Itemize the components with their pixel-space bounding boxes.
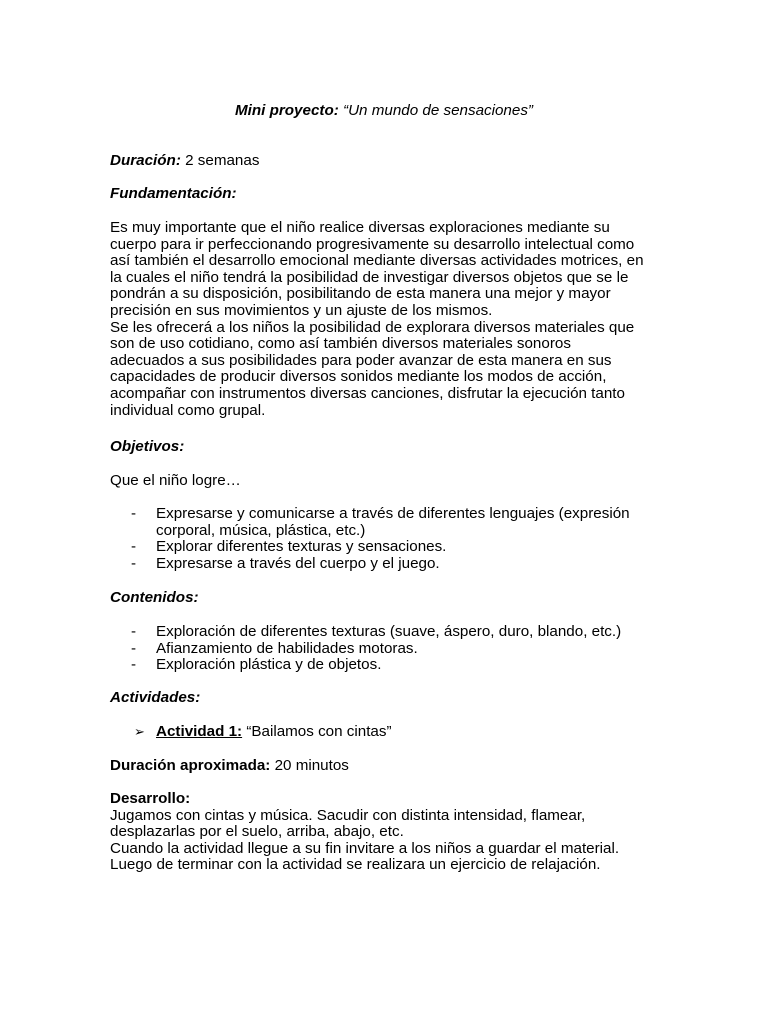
fundamentacion-line: individual como grupal. bbox=[110, 401, 266, 419]
fundamentacion-line: adecuados a sus posibilidades para poder avanzar de esta manera en sus bbox=[110, 351, 612, 369]
list-item bbox=[110, 506, 670, 539]
fundamentacion-line: cuerpo para ir perfeccionando progresivamente su desarrollo intelectual como bbox=[110, 235, 635, 253]
objetivo-text: Explorar diferentes texturas y sensaciones. bbox=[156, 538, 447, 556]
actividad-label: Actividad 1: bbox=[156, 723, 243, 740]
fundamentacion-line: son de uso cotidiano, como así también diversos materiales sonoros bbox=[110, 335, 571, 353]
duracion-aprox-label: Duración aproximada: bbox=[110, 757, 271, 774]
duracion-value: 2 semanas bbox=[185, 152, 260, 169]
desarrollo-line: Luego de terminar con la actividad se realizara un ejercicio de relajación. bbox=[110, 856, 601, 874]
fundamentacion-line: la cuales el niño tendrá la posibilidad de investigar diversos objetos que se le bbox=[110, 268, 629, 286]
objetivos-heading: Objetivos: bbox=[110, 438, 185, 455]
fundamentacion-body bbox=[110, 220, 680, 419]
list-item bbox=[110, 539, 670, 556]
document-title bbox=[0, 103, 768, 120]
dash-bullet: - bbox=[131, 656, 137, 674]
dash-bullet: - bbox=[131, 623, 137, 640]
actividad-item bbox=[110, 724, 716, 741]
desarrollo-line: Cuando la actividad llegue a su fin invitare a los niños a guardar el material. bbox=[110, 839, 620, 857]
fundamentacion-heading: Fundamentación: bbox=[110, 185, 237, 202]
objetivos-list bbox=[110, 506, 670, 572]
dash-bullet: - bbox=[131, 554, 137, 572]
objetivos-intro: Que el niño logre… bbox=[110, 472, 241, 489]
fundamentacion-line: precisión en sus movimientos y un ajuste de los mismos. bbox=[110, 301, 493, 319]
fundamentacion-line: Es muy importante que el niño realice diversas exploraciones mediante su bbox=[110, 219, 610, 236]
list-item bbox=[110, 641, 670, 658]
fundamentacion-line: Se les ofrecerá a los niños la posibilidad de explorara diversos materiales que bbox=[110, 318, 635, 336]
title-label: Mini proyecto: bbox=[235, 102, 339, 119]
list-item bbox=[110, 624, 670, 641]
list-item bbox=[110, 556, 670, 573]
duracion-aprox-value: 20 minutos bbox=[274, 757, 349, 774]
dash-bullet: - bbox=[131, 639, 137, 657]
desarrollo-heading: Desarrollo: bbox=[110, 790, 191, 807]
dash-bullet: - bbox=[131, 505, 137, 522]
desarrollo-section bbox=[110, 791, 680, 874]
contenido-text: Afianzamiento de habilidades motoras. bbox=[156, 639, 418, 657]
desarrollo-line: Jugamos con cintas y música. Sacudir con distinta intensidad, flamear, bbox=[110, 806, 586, 824]
arrow-bullet-icon: ➢ bbox=[134, 724, 145, 739]
fundamentacion-line: pondrán a su disposición, posibilitando de esta manera una mejor y mayor bbox=[110, 285, 611, 303]
duracion-label: Duración: bbox=[110, 152, 181, 169]
objetivo-text: Expresarse y comunicarse a través de diferentes lenguajes (expresión bbox=[156, 505, 630, 522]
list-item bbox=[110, 657, 670, 674]
dash-bullet: - bbox=[131, 538, 137, 556]
contenidos-list bbox=[110, 624, 670, 674]
duracion-aprox-line bbox=[110, 758, 670, 775]
actividades-heading: Actividades: bbox=[110, 689, 201, 706]
title-text: “Un mundo de sensaciones” bbox=[343, 102, 533, 119]
contenido-text: Exploración plástica y de objetos. bbox=[156, 656, 382, 674]
objetivo-text: Expresarse a través del cuerpo y el juego. bbox=[156, 554, 440, 572]
fundamentacion-line: capacidades de producir diversos sonidos mediante los modos de acción, bbox=[110, 368, 607, 386]
contenidos-heading: Contenidos: bbox=[110, 589, 199, 606]
duracion-line bbox=[110, 153, 670, 170]
desarrollo-line: desplazarlas por el suelo, arriba, abajo, etc. bbox=[110, 823, 404, 841]
actividad-text: “Bailamos con cintas” bbox=[246, 723, 392, 740]
fundamentacion-line: acompañar con instrumentos diversas canciones, disfrutar la ejecución tanto bbox=[110, 384, 625, 402]
objetivo-text-cont: corporal, música, plástica, etc.) bbox=[156, 521, 366, 539]
contenido-text: Exploración de diferentes texturas (suave, áspero, duro, blando, etc.) bbox=[156, 623, 622, 640]
fundamentacion-line: así también el desarrollo emocional mediante diversas actividades motrices, en bbox=[110, 252, 644, 270]
